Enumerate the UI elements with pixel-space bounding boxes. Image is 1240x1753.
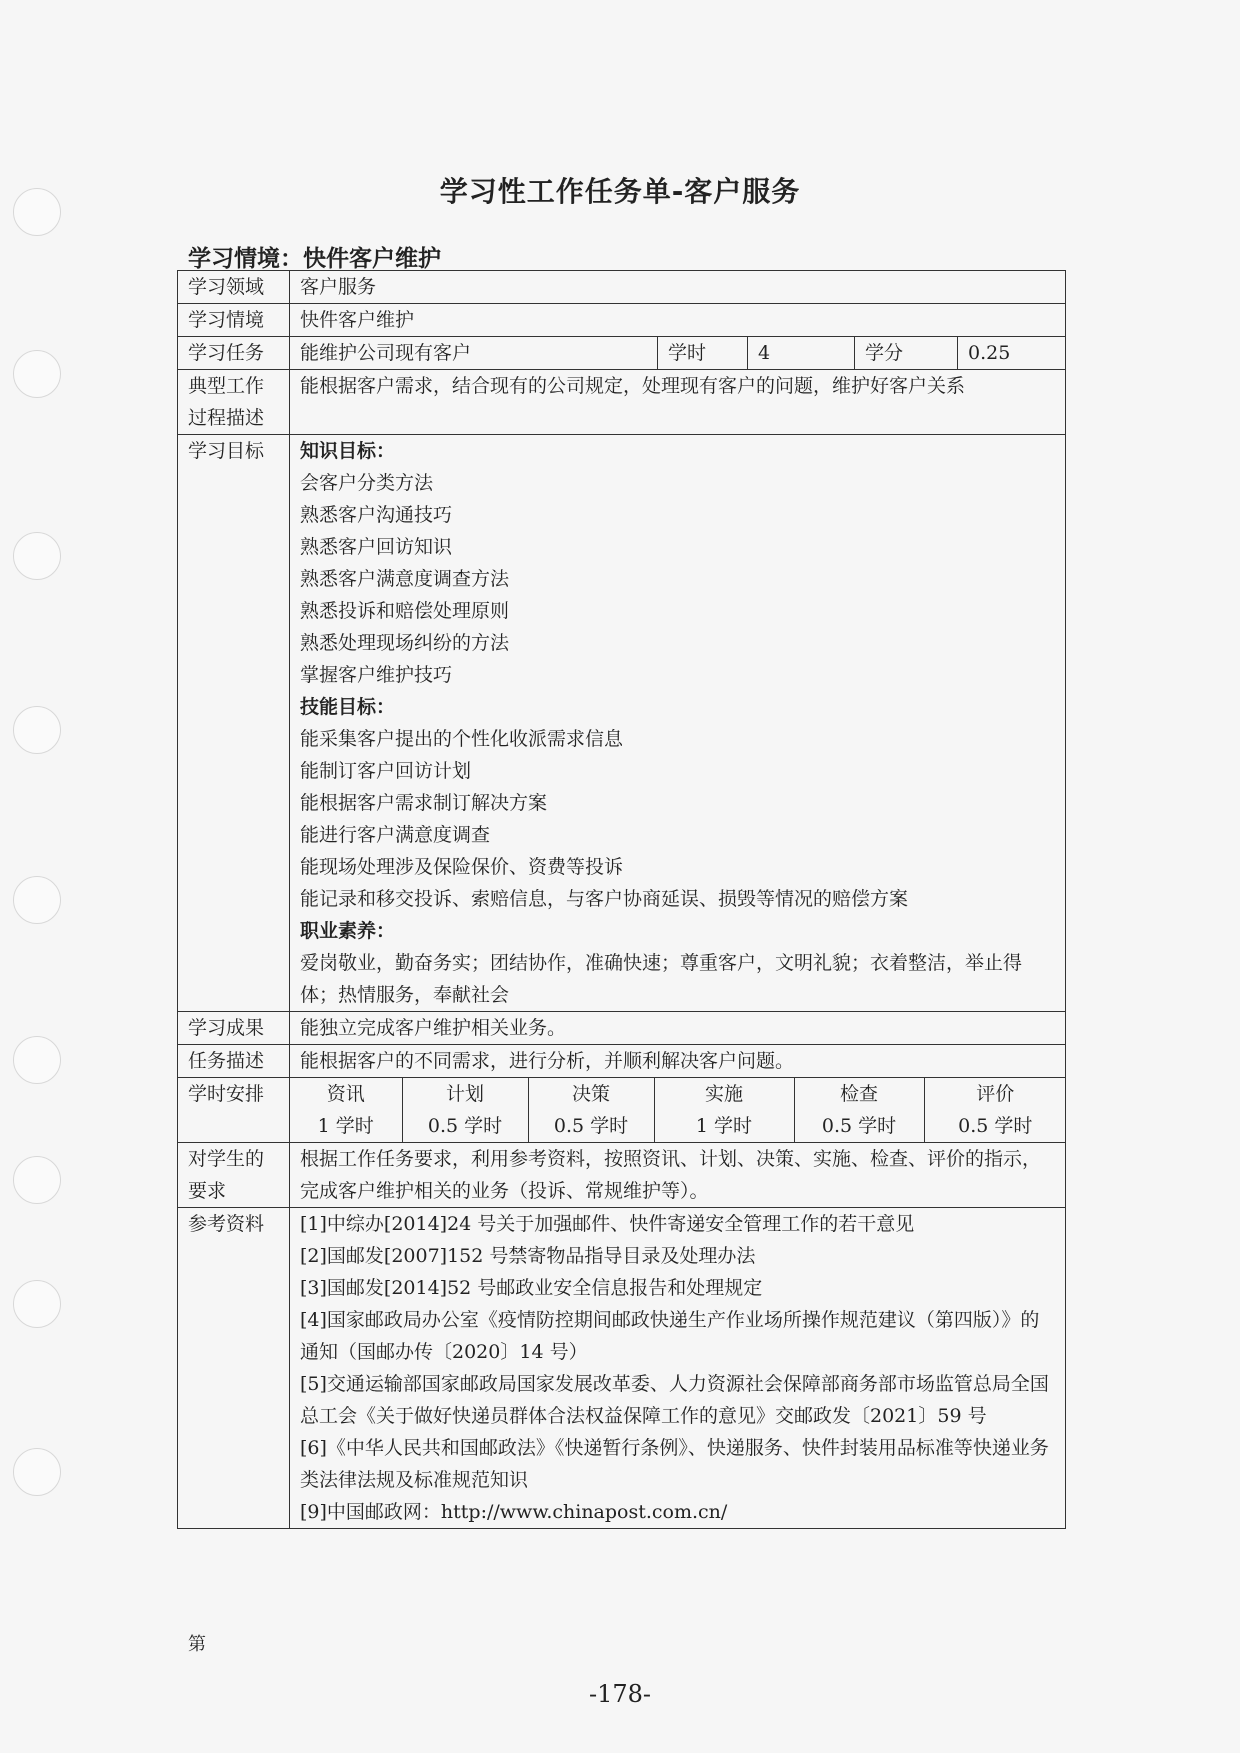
table-row [178, 1078, 1066, 1143]
table-row [178, 1208, 1066, 1529]
scenario-label: 学习情境 [178, 304, 290, 337]
requirements-label-line: 对学生的 [188, 1148, 265, 1170]
knowledge-item: 会客户分类方法 [300, 472, 434, 494]
schedule-cell [290, 1078, 1066, 1143]
phase-hours: 0.5 学时 [794, 1110, 924, 1142]
description-value: 能根据客户的不同需求，进行分析，并顺利解决客户问题。 [290, 1045, 1066, 1078]
skill-item: 能记录和移交投诉、索赔信息，与客户协商延误、损毁等情况的赔偿方案 [300, 888, 909, 910]
binder-hole [13, 350, 61, 398]
phase-name: 评价 [924, 1078, 1066, 1110]
phase-name: 检查 [794, 1078, 924, 1110]
binder-hole [13, 1448, 61, 1496]
situation-heading: 学习情境：快件客户维护 [188, 246, 441, 272]
knowledge-item: 熟悉客户回访知识 [300, 536, 453, 558]
binder-hole [13, 1280, 61, 1328]
knowledge-item: 熟悉处理现场纠纷的方法 [300, 632, 510, 654]
outcome-label: 学习成果 [178, 1012, 290, 1045]
reference-link[interactable]: [9]中国邮政网：http://www.chinapost.com.cn/ [300, 1501, 728, 1523]
knowledge-item: 掌握客户维护技巧 [300, 664, 453, 686]
reference-item: [4]国家邮政局办公室《疫情防控期间邮政快递生产作业场所操作规范建议（第四版）》的通知（国邮办传〔2020〕14 号） [300, 1309, 1040, 1363]
table-row [178, 337, 1066, 370]
reference-item: [3]国邮发[2014]52 号邮政业安全信息报告和处理规定 [300, 1277, 763, 1299]
phase-name: 资讯 [326, 1083, 365, 1105]
goals-content [290, 435, 1066, 1012]
reference-item: [1]中综办[2014]24 号关于加强邮件、快件寄递安全管理工作的若干意见 [300, 1213, 915, 1235]
field-value: 客户服务 [290, 271, 1066, 304]
schedule-label: 学时安排 [178, 1078, 290, 1143]
knowledge-item: 熟悉客户沟通技巧 [300, 504, 453, 526]
task-sheet-table [177, 270, 1066, 1529]
phase-hours: 0.5 学时 [528, 1110, 654, 1142]
quality-heading: 职业素养： [300, 920, 396, 942]
skill-item: 能采集客户提出的个性化收派需求信息 [300, 728, 624, 750]
task-value: 能维护公司现有客户 [290, 337, 658, 370]
knowledge-item: 熟悉投诉和赔偿处理原则 [300, 600, 510, 622]
page-number: -178- [588, 1680, 652, 1708]
phase-hours: 1 学时 [654, 1110, 794, 1142]
skill-item: 能现场处理涉及保险保价、资费等投诉 [300, 856, 624, 878]
quality-text: 爱岗敬业，勤奋务实；团结协作，准确快速；尊重客户，文明礼貌；衣着整洁，举止得体；热情服务，奉献社会 [300, 952, 1023, 1006]
requirements-value: 根据工作任务要求，利用参考资料，按照资讯、计划、决策、实施、检查、评价的指示，完成客户维护相关的业务（投诉、常规维护等）。 [290, 1143, 1066, 1208]
phase-name: 实施 [654, 1078, 794, 1110]
binder-hole [13, 1156, 61, 1204]
requirements-label-line: 要求 [188, 1180, 227, 1202]
process-label-line: 典型工作 [188, 375, 265, 397]
table-row [178, 304, 1066, 337]
credit-label: 学分 [855, 337, 958, 370]
references-label: 参考资料 [178, 1208, 290, 1529]
process-value: 能根据客户需求，结合现有的公司规定，处理现有客户的问题，维护好客户关系 [290, 370, 1066, 435]
reference-item: [6]《中华人民共和国邮政法》《快递暂行条例》、快递服务、快件封装用品标准等快递业务类法律法规及标准规范知识 [300, 1437, 1049, 1491]
phase-name: 计划 [402, 1078, 528, 1110]
binder-hole [13, 532, 61, 580]
skill-item: 能制订客户回访计划 [300, 760, 472, 782]
goals-label: 学习目标 [178, 435, 290, 1012]
hours-label: 学时 [658, 337, 748, 370]
schedule-table [290, 1078, 1066, 1142]
table-row [178, 435, 1066, 1012]
process-label [178, 370, 290, 435]
skill-heading: 技能目标： [300, 696, 396, 718]
credit-value: 0.25 [958, 337, 1066, 370]
references-content [290, 1208, 1066, 1529]
task-label: 学习任务 [178, 337, 290, 370]
binder-hole [13, 1036, 61, 1084]
footer-note: 第 [188, 1634, 206, 1655]
description-label: 任务描述 [178, 1045, 290, 1078]
table-row [178, 271, 1066, 304]
reference-item: [2]国邮发[2007]152 号禁寄物品指导目录及处理办法 [300, 1245, 756, 1267]
knowledge-item: 熟悉客户满意度调查方法 [300, 568, 510, 590]
outcome-value: 能独立完成客户维护相关业务。 [290, 1012, 1066, 1045]
table-row [178, 1045, 1066, 1078]
process-label-line: 过程描述 [188, 407, 265, 429]
phase-hours: 0.5 学时 [402, 1110, 528, 1142]
requirements-label [178, 1143, 290, 1208]
field-label: 学习领域 [178, 271, 290, 304]
reference-item: [5]交通运输部国家邮政局国家发展改革委、人力资源社会保障部商务部市场监管总局全国总工会《关于做好快递员群体合法权益保障工作的意见》交邮政发〔2021〕59 号 [300, 1373, 1049, 1427]
table-row [178, 1012, 1066, 1045]
scenario-value: 快件客户维护 [290, 304, 1066, 337]
table-row [178, 1143, 1066, 1208]
binder-hole [13, 706, 61, 754]
knowledge-heading: 知识目标： [300, 440, 396, 462]
skill-item: 能进行客户满意度调查 [300, 824, 491, 846]
hours-value: 4 [748, 337, 855, 370]
phase-hours: 0.5 学时 [924, 1110, 1066, 1142]
skill-item: 能根据客户需求制订解决方案 [300, 792, 548, 814]
phase-name: 决策 [528, 1078, 654, 1110]
binder-hole [13, 876, 61, 924]
table-row [178, 370, 1066, 435]
page-title: 学习性工作任务单-客户服务 [439, 175, 801, 208]
phase-hours: 1 学时 [317, 1115, 374, 1137]
